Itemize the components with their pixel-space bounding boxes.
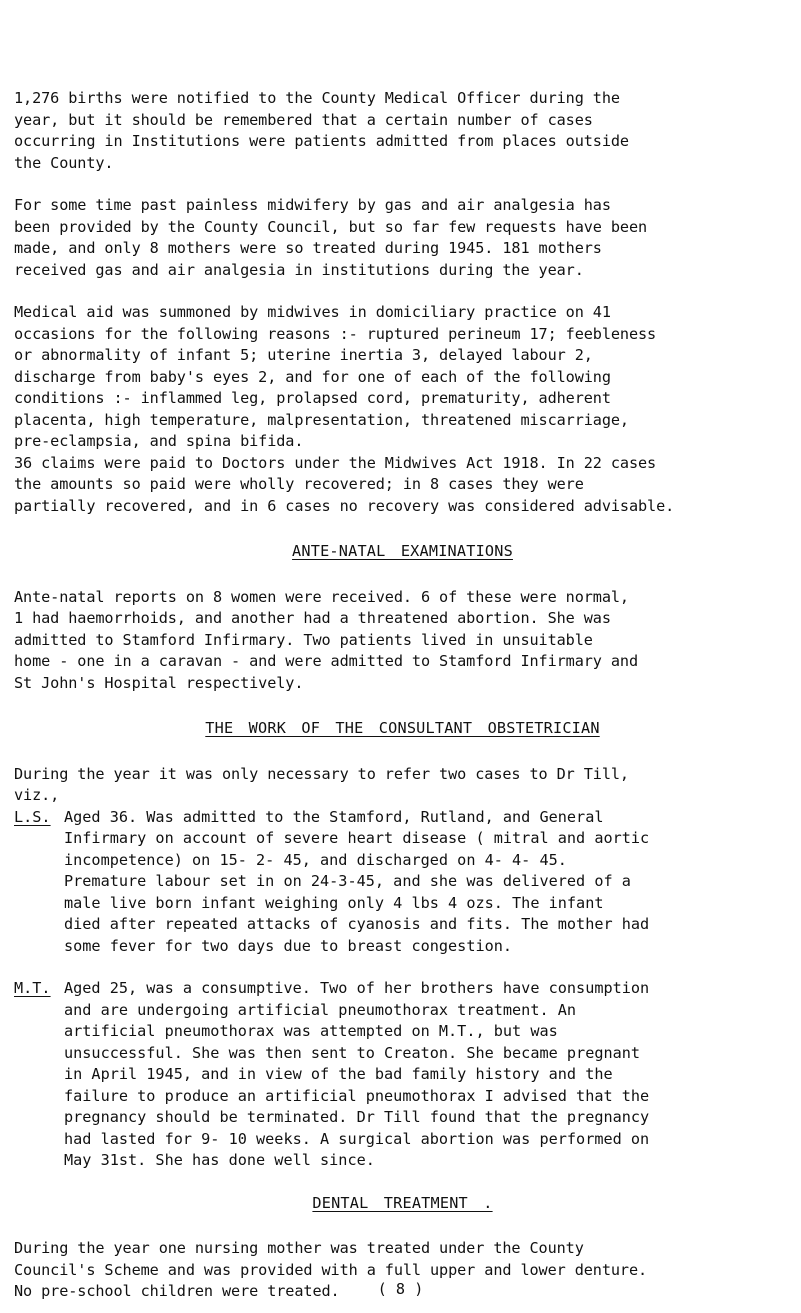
obstetrician-heading-text: THE WORK OF THE CONSULTANT OBSTETRICIAN [205, 719, 600, 737]
case-text: Aged 36. Was admitted to the Stamford, Rutland, and General Infirmary on account of severe heart disease ( mitral and aortic incompetence) on 15- 2- 45, and discharged on 4- 4- 45. Premature labour set in on 24-3-45, and she was delivered of a male live born infant weighing only 4 lbs 4 ozs. The infant died after repeated attacks of cyanosis and fits. The mother had some fever for two days due to breast congestion. [64, 807, 650, 955]
births-paragraph: 1,276 births were notified to the County Medical Officer during the year, but it should be remembered that a certain number of cases occurring in Institutions were patients admitted from places outside the County. [14, 89, 629, 172]
analgesia-paragraph: For some time past painless midwifery by gas and air analgesia has been provided by the County Council, but so far few requests have been made, and only 8 mothers were so treated during 1945. 181 mothers received gas and air analgesia in institutions during the year. [14, 196, 648, 279]
antenatal-heading-text: ANTE-NATAL EXAMINATIONS [292, 542, 513, 560]
case-ls [14, 807, 791, 958]
antenatal-heading [14, 541, 791, 563]
case-mt [14, 978, 791, 1172]
dental-heading-text: DENTAL TREATMENT . [312, 1193, 493, 1212]
obstetrician-heading [14, 718, 791, 740]
page-number: ( 8 ) [377, 1280, 424, 1298]
case-label: L.S. [14, 807, 51, 826]
dental-paragraph: During the year one nursing mother was treated under the County Council's Scheme and was provided with a full upper and lower denture. No pre-school children were treated. [14, 1239, 648, 1300]
dental-heading [14, 1193, 791, 1215]
medical-aid-paragraph: Medical aid was summoned by midwives in domiciliary practice on 41 occasions for the following reasons :- ruptured perineum 17; feebleness or abnormality of infant 5; uterine inertia 3, delayed labour 2, discharge from baby's eyes 2, and for one of each of the following conditions :- inflammed leg, prolapsed cord, prematurity, adherent placenta, high temperature, malpresentation, threatened miscarriage, pre-eclampsia, and spina bifida. 36 claims were paid to Doctors under the Midwives Act 1918. In 22 cases the amounts so paid were wholly recovered; in 8 cases they were partially recovered, and in 6 cases no recovery was considered advisable. [14, 303, 675, 515]
obstetrician-intro: During the year it was only necessary to refer two cases to Dr Till, viz., [14, 764, 629, 804]
case-label: M.T. [14, 979, 51, 997]
antenatal-paragraph: Ante-natal reports on 8 women were received. 6 of these were normal, 1 had haemorrhoids, and another had a threatened abortion. She was admitted to Stamford Infirmary. Two patients lived in unsuitable home - one in a caravan - and were admitted to Stamford Infirmary and St John's Hospital respectively. [14, 587, 639, 692]
case-text: Aged 25, was a consumptive. Two of her brothers have consumption and are undergoing artificial pneumothorax treatment. An artificial pneumothorax was attempted on M.T., but was unsuccessful. She was then sent to Creaton. She became pregnant in April 1945, and in view of the bad family history and the failure to produce an artificial pneumothorax I advised that the pregnancy should be terminated. Dr Till found that the pregnancy had lasted for 9- 10 weeks. A surgical abortion was performed on May 31st. She has done well since. [64, 979, 650, 1169]
